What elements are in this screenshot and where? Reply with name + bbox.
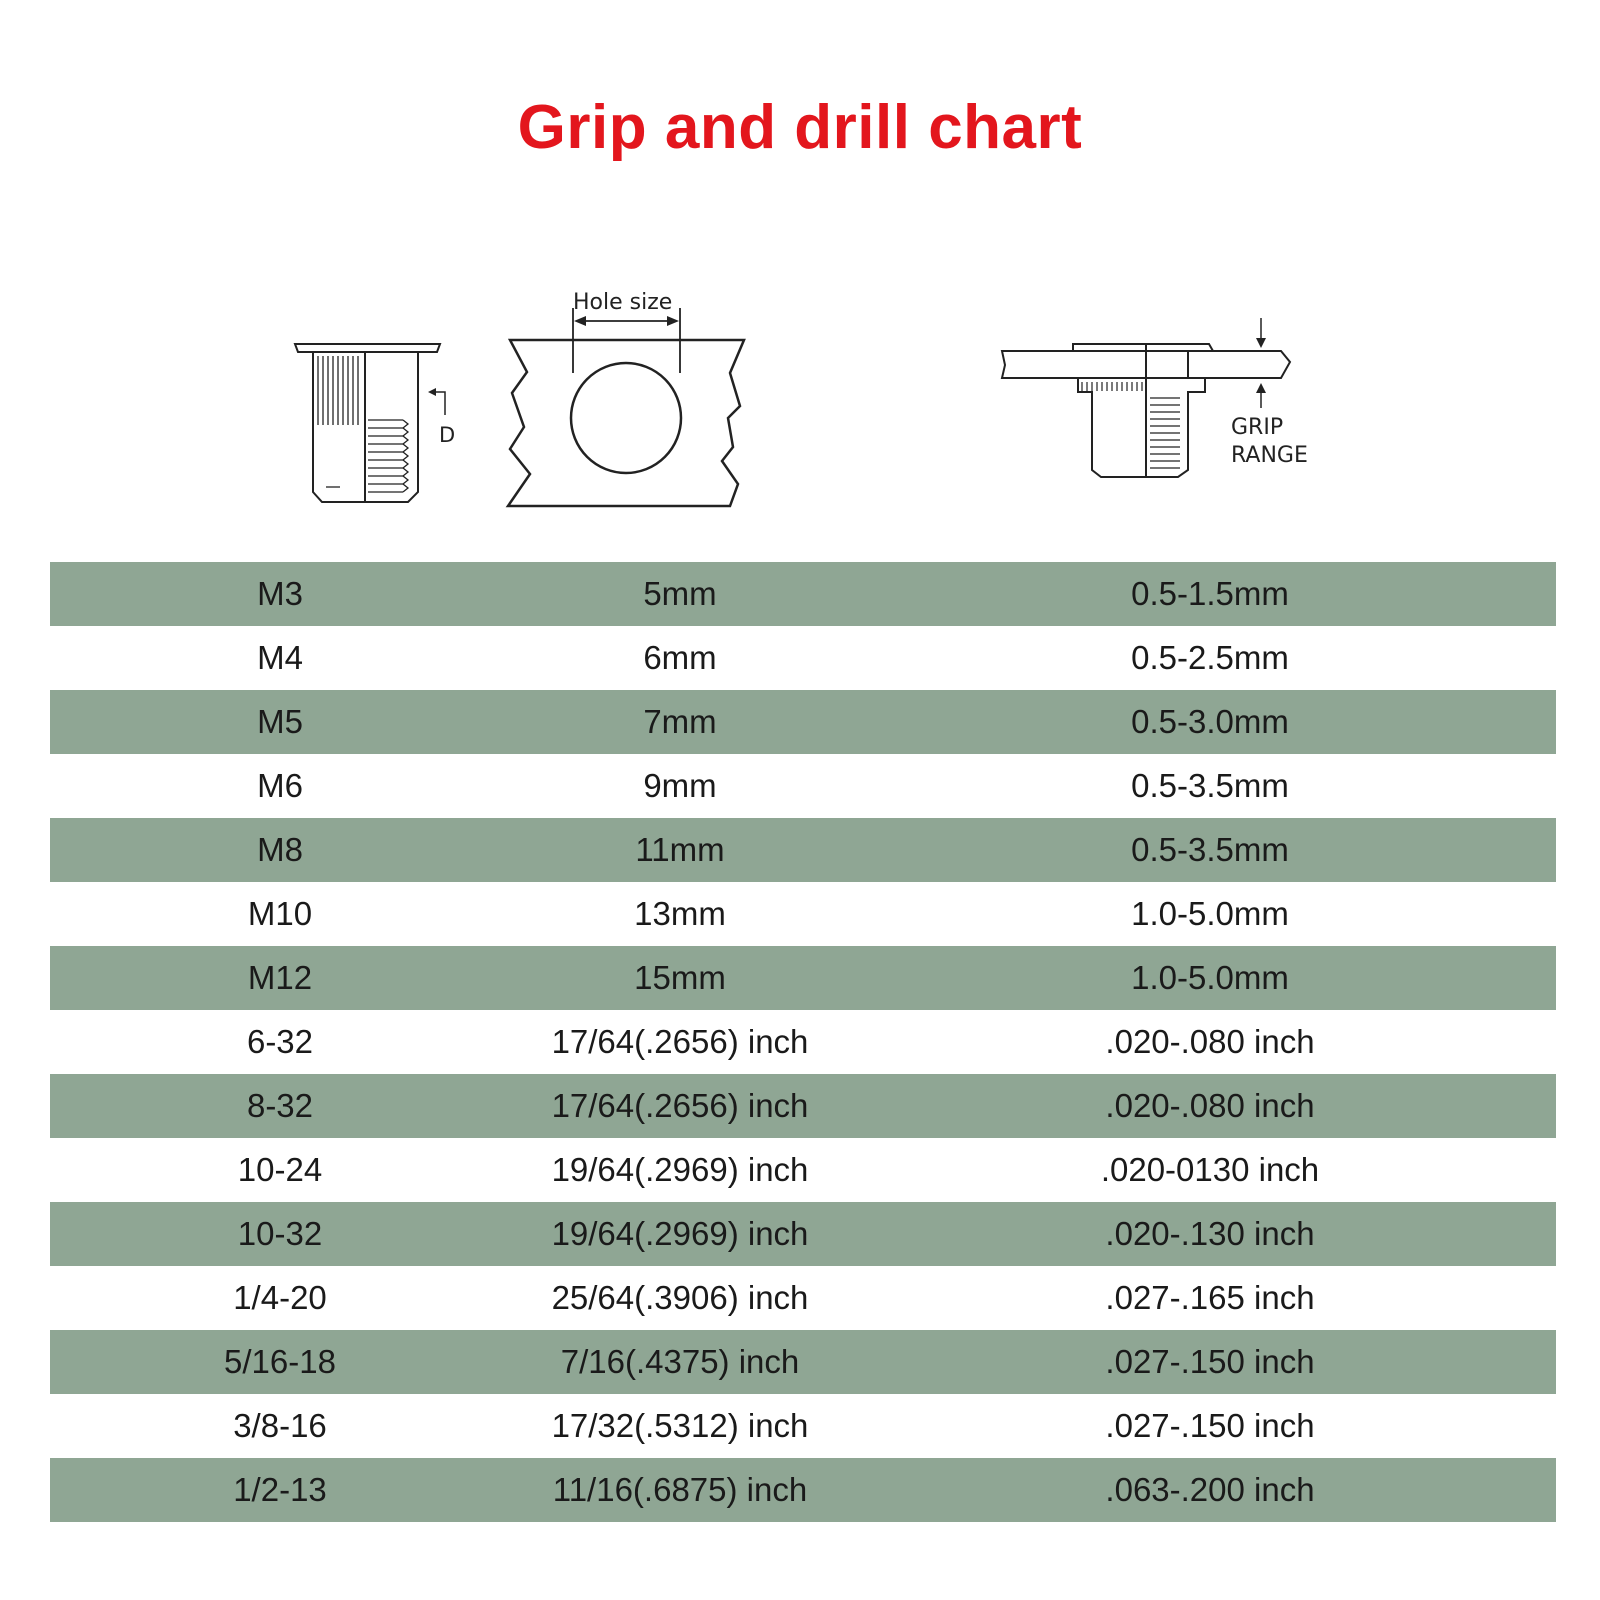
table-row — [50, 1458, 1556, 1522]
thread-size-cell: 10-24 — [237, 1151, 323, 1188]
table-row — [50, 946, 1556, 1010]
grip-range-cell: 1.0-5.0mm — [1131, 895, 1289, 932]
table-row — [50, 690, 1556, 754]
thread-size-cell: 6-32 — [246, 1023, 314, 1060]
hole-size-cell: 19/64(.2969) inch — [551, 1151, 809, 1188]
thread-size-cell: M8 — [257, 831, 303, 868]
grip-range-cell: .020-.080 inch — [1105, 1023, 1315, 1060]
grip-range-cell: 0.5-3.5mm — [1131, 831, 1289, 868]
hole-size-cell: 6mm — [643, 639, 717, 676]
hole-size-cell: 13mm — [634, 895, 726, 932]
grip-range-cell: .027-.165 inch — [1105, 1279, 1315, 1316]
grip-label-line2: RANGE — [1231, 443, 1308, 468]
grip-range-cell: 0.5-3.0mm — [1131, 703, 1289, 740]
hole-size-diagram — [508, 308, 744, 506]
table-row — [50, 562, 1556, 626]
thread-size-cell: M12 — [247, 959, 313, 996]
hole-size-label: Hole size — [573, 290, 673, 315]
hole-size-cell: 7mm — [643, 703, 717, 740]
thread-size-cell: 1/2-13 — [233, 1471, 327, 1508]
thread-size-cell: M3 — [257, 575, 303, 612]
table-row — [50, 818, 1556, 882]
table-row — [50, 1138, 1556, 1202]
thread-size-cell: 10-32 — [237, 1215, 323, 1252]
thread-size-cell: 5/16-18 — [224, 1343, 336, 1380]
thread-size-cell: M10 — [247, 895, 313, 932]
table-row — [50, 1010, 1556, 1074]
thread-size-cell: M4 — [257, 639, 303, 676]
table-row — [50, 626, 1556, 690]
thread-size-cell: 1/4-20 — [233, 1279, 327, 1316]
grip-range-cell: 0.5-3.5mm — [1131, 767, 1289, 804]
grip-range-cell: 0.5-2.5mm — [1131, 639, 1289, 676]
hole-size-cell: 25/64(.3906) inch — [551, 1279, 809, 1316]
hole-size-cell: 7/16(.4375) inch — [560, 1343, 800, 1380]
hole-size-cell: 11mm — [635, 831, 725, 868]
d-label: D — [439, 423, 456, 447]
grip-range-cell: .027-.150 inch — [1105, 1343, 1315, 1380]
grip-range-cell: 0.5-1.5mm — [1131, 575, 1289, 612]
hole-size-cell: 5mm — [643, 575, 717, 612]
table-row — [50, 882, 1556, 946]
table-row — [50, 1202, 1556, 1266]
hole-size-cell: 17/64(.2656) inch — [551, 1023, 809, 1060]
grip-range-cell: .020-0130 inch — [1100, 1151, 1320, 1188]
page-title: Grip and drill chart — [517, 93, 1083, 162]
thread-size-cell: M5 — [257, 703, 303, 740]
hole-size-cell: 11/16(.6875) inch — [552, 1471, 808, 1508]
table-row — [50, 754, 1556, 818]
table-row — [50, 1394, 1556, 1458]
hole-size-cell: 17/64(.2656) inch — [551, 1087, 809, 1124]
hole-size-cell: 17/32(.5312) inch — [551, 1407, 809, 1444]
rivet-nut-diagram — [295, 344, 445, 502]
thread-size-cell: M6 — [257, 767, 303, 804]
grip-drill-table — [50, 562, 1556, 1522]
grip-label-line1: GRIP — [1231, 415, 1284, 440]
hole-size-cell: 9mm — [643, 767, 717, 804]
table-row — [50, 1266, 1556, 1330]
table-row — [50, 1074, 1556, 1138]
diagrams — [0, 0, 1600, 540]
table-row — [50, 1330, 1556, 1394]
grip-range-cell: .020-.080 inch — [1105, 1087, 1315, 1124]
thread-size-cell: 8-32 — [246, 1087, 314, 1124]
hole-size-cell: 19/64(.2969) inch — [551, 1215, 809, 1252]
grip-range-cell: .027-.150 inch — [1105, 1407, 1315, 1444]
thread-size-cell: 3/8-16 — [233, 1407, 327, 1444]
grip-range-cell: .020-.130 inch — [1105, 1215, 1315, 1252]
grip-range-cell: 1.0-5.0mm — [1131, 959, 1289, 996]
hole-size-cell: 15mm — [634, 959, 726, 996]
grip-range-cell: .063-.200 inch — [1105, 1471, 1315, 1508]
